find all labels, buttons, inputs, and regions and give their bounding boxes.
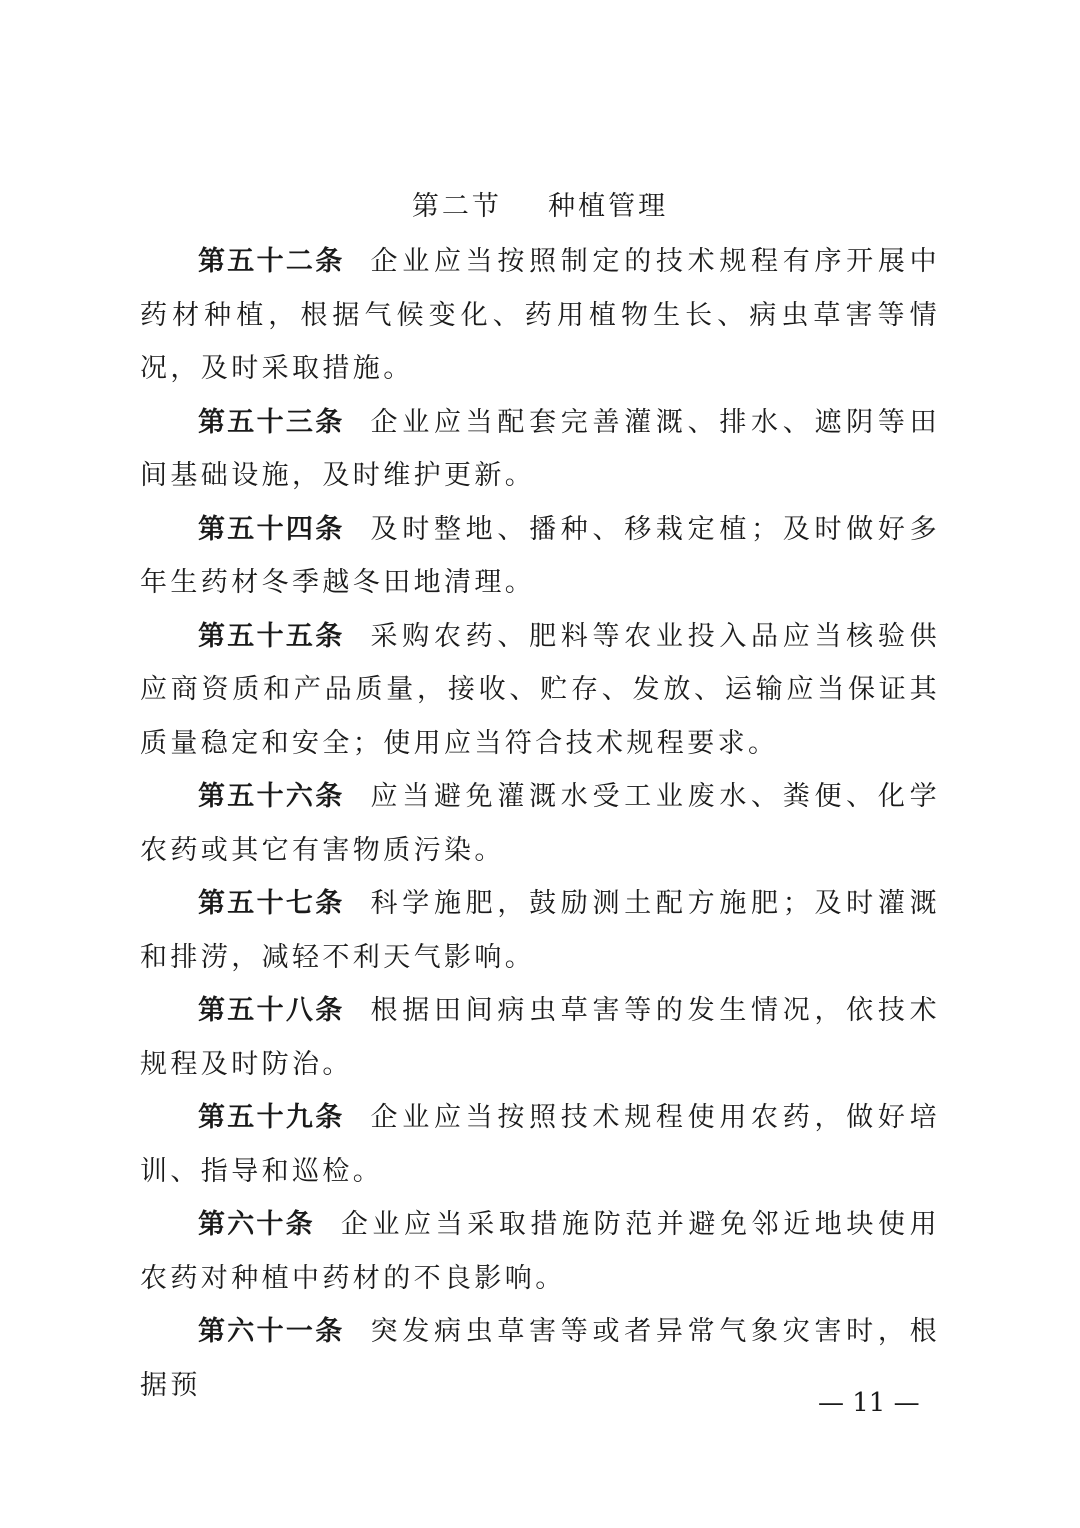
article-number: 第六十一条 (198, 1316, 345, 1347)
article-text: 企业应当按照技术规程使用农药，做好培训、指导和巡检。 (140, 1102, 940, 1187)
article-number: 第六十条 (198, 1209, 315, 1240)
article-53 (140, 396, 940, 503)
article-52 (140, 235, 940, 396)
article-text: 企业应当配套完善灌溉、排水、遮阴等田间基础设施，及时维护更新。 (140, 406, 940, 491)
article-number: 第五十三条 (198, 406, 345, 438)
article-58 (140, 984, 940, 1091)
section-title: 第二节 种植管理 (411, 191, 669, 222)
article-54 (140, 503, 940, 610)
article-text: 企业应当采取措施防范并避免邻近地块使用农药对种植中药材的不良影响。 (140, 1209, 941, 1294)
article-text: 突发病虫草害等或者异常气象灾害时，根据预 (140, 1316, 940, 1401)
article-number: 第五十八条 (198, 995, 345, 1026)
article-55 (140, 610, 940, 771)
article-number: 第五十四条 (198, 513, 345, 545)
article-59 (140, 1091, 940, 1198)
article-text: 根据田间病虫草害等的发生情况，依技术规程及时防治。 (140, 995, 940, 1080)
article-number: 第五十六条 (198, 781, 345, 812)
article-number: 第五十七条 (198, 888, 345, 919)
article-text: 应当避免灌溉水受工业废水、粪便、化学农药或其它有害物质污染。 (140, 781, 940, 866)
page-number: — 11 — (818, 1388, 920, 1418)
article-text: 科学施肥，鼓励测土配方施肥；及时灌溉和排涝，减轻不利天气影响。 (140, 888, 940, 973)
article-number: 第五十五条 (198, 620, 345, 652)
article-number: 第五十二条 (198, 246, 345, 277)
article-56 (140, 770, 940, 877)
body-text (140, 235, 940, 1412)
article-60 (140, 1198, 940, 1305)
article-text: 及时整地、播种、移栽定植；及时做好多年生药材冬季越冬田地清理。 (140, 513, 940, 598)
article-text: 采购农药、肥料等农业投入品应当核验供应商资质和产品质量，接收、贮存、发放、运输应当保证其质量稳定和安全；使用应当符合技术规程要求。 (140, 620, 940, 759)
article-text: 企业应当按照制定的技术规程有序开展中药材种植，根据气候变化、药用植物生长、病虫草害等情况，及时采取措施。 (140, 246, 940, 384)
article-number: 第五十九条 (198, 1102, 345, 1133)
article-57 (140, 877, 940, 984)
